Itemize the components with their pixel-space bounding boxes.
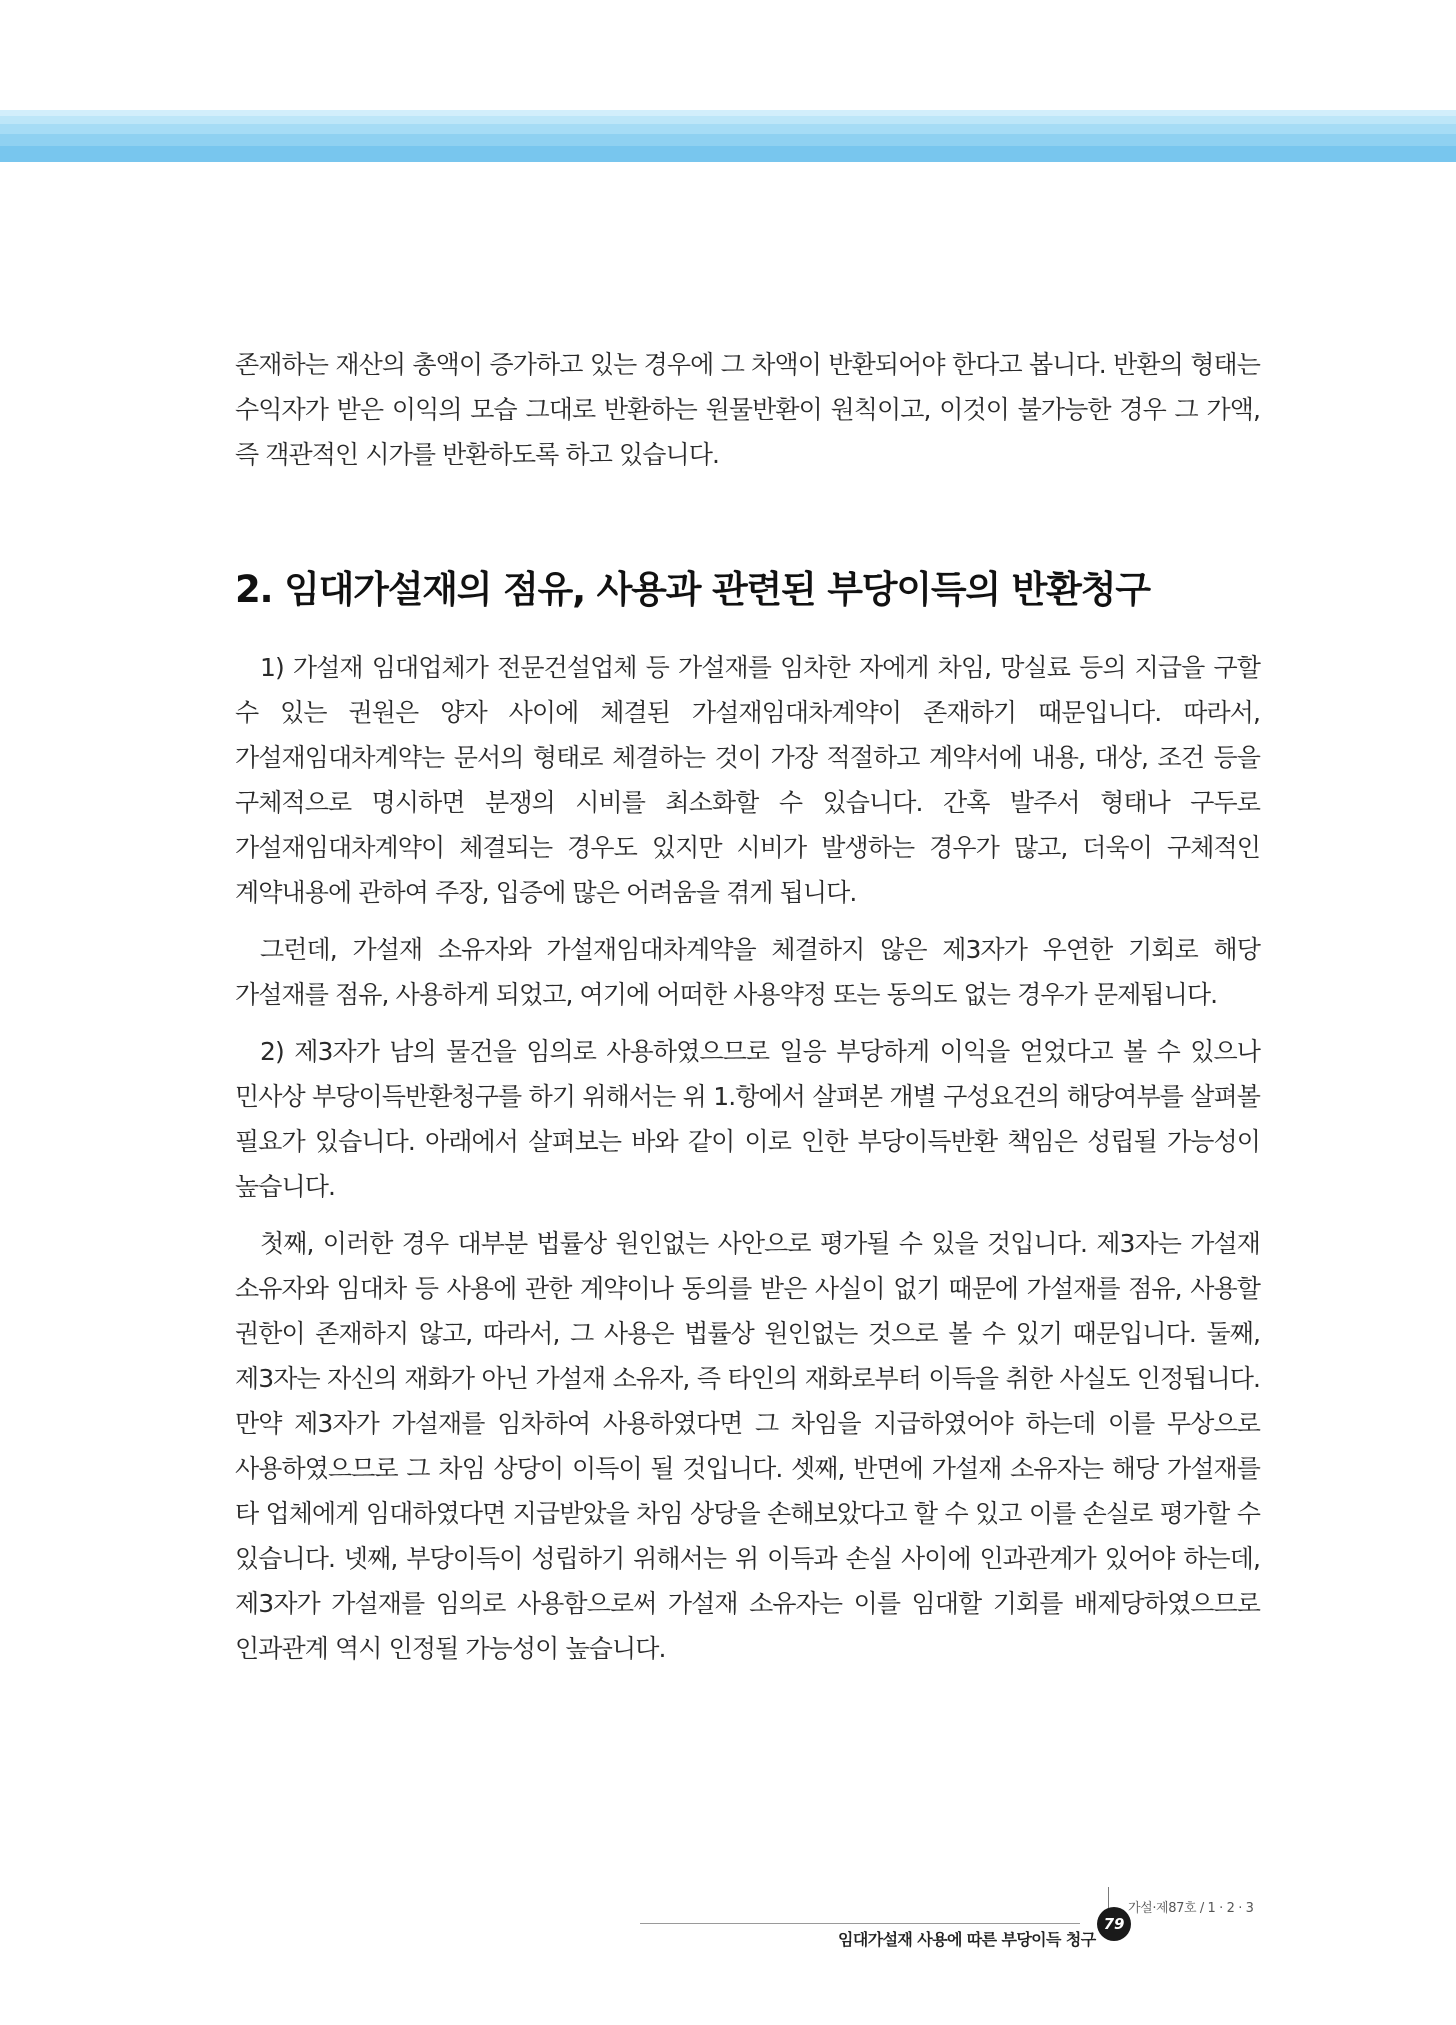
page-footer bbox=[640, 1885, 1260, 1949]
header-color-band bbox=[0, 110, 1456, 162]
running-title: 임대가설재 사용에 따른 부당이득 청구 bbox=[838, 1930, 1096, 1949]
journal-issue: 가설·제87호 / 1 · 2 · 3 bbox=[1128, 1901, 1254, 1916]
body-paragraph-3: 2) 제3자가 남의 물건을 임의로 사용하였으므로 일응 부당하게 이익을 얻었다고 볼 수 있으나 민사상 부당이득반환청구를 하기 위해서는 위 1.항에서 살펴본 개별 구성요건의 해당여부를 살펴볼 필요가 있습니다. 아래에서 살펴보는 바와 같이 이로 인한 부당이득반환 책임은 성립될 가능성이 높습니다. bbox=[235, 1037, 1260, 1201]
body-paragraph-1: 1) 가설재 임대업체가 전문건설업체 등 가설재를 임차한 자에게 차임, 망실료 등의 지급을 구할 수 있는 권원은 양자 사이에 체결된 가설재임대차계약이 존재하기 때문입니다. 따라서, 가설재임대차계약는 문서의 형태로 체결하는 것이 가장 적절하고 계약서에 내용, 대상, 조건 등을 구체적으로 명시하면 분쟁의 시비를 최소화할 수 있습니다. 간혹 발주서 형태나 구두로 가설재임대차계약이 체결되는 경우도 있지만 시비가 발생하는 경우가 많고, 더욱이 구체적인 계약내용에 관하여 주장, 입증에 많은 어려움을 겪게 됩니다. bbox=[235, 653, 1260, 907]
footer-divider bbox=[640, 1923, 1080, 1924]
intro-paragraph: 존재하는 재산의 총액이 증가하고 있는 경우에 그 차액이 반환되어야 한다고 봅니다. 반환의 형태는 수익자가 받은 이익의 모습 그대로 반환하는 원물반환이 원칙이고, 이것이 불가능한 경우 그 가액, 즉 객관적인 시가를 반환하도록 하고 있습니다. bbox=[235, 350, 1260, 469]
section-title: 2. 임대가설재의 점유, 사용과 관련된 부당이득의 반환청구 bbox=[235, 568, 1150, 611]
body-paragraph-2: 그런데, 가설재 소유자와 가설재임대차계약을 체결하지 않은 제3자가 우연한 기회로 해당 가설재를 점유, 사용하게 되었고, 여기에 어떠한 사용약정 또는 동의도 없는 경우가 문제됩니다. bbox=[235, 935, 1260, 1009]
footer-tick-mark bbox=[1108, 1887, 1109, 1909]
page-number-badge: 79 bbox=[1097, 1907, 1131, 1941]
page-body bbox=[235, 342, 1260, 1671]
body-paragraph-4: 첫째, 이러한 경우 대부분 법률상 원인없는 사안으로 평가될 수 있을 것입니다. 제3자는 가설재 소유자와 임대차 등 사용에 관한 계약이나 동의를 받은 사실이 없기 때문에 가설재를 점유, 사용할 권한이 존재하지 않고, 따라서, 그 사용은 법률상 원인없는 것으로 볼 수 있기 때문입니다. 둘째, 제3자는 자신의 재화가 아닌 가설재 소유자, 즉 타인의 재화로부터 이득을 취한 사실도 인정됩니다. 만약 제3자가 가설재를 임차하여 사용하였다면 그 차임을 지급하였어야 하는데 이를 무상으로 사용하였으므로 그 차임 상당이 이득이 될 것입니다. 셋째, 반면에 가설재 소유자는 해당 가설재를 타 업체에게 임대하였다면 지급받았을 차임 상당을 손해보았다고 할 수 있고 이를 손실로 평가할 수 있습니다. 넷째, 부당이득이 성립하기 위해서는 위 이득과 손실 사이에 인과관계가 있어야 하는데, 제3자가 가설재를 임의로 사용함으로써 가설재 소유자는 이를 임대할 기회를 배제당하였으므로 인과관계 역시 인정될 가능성이 높습니다. bbox=[235, 1229, 1260, 1663]
